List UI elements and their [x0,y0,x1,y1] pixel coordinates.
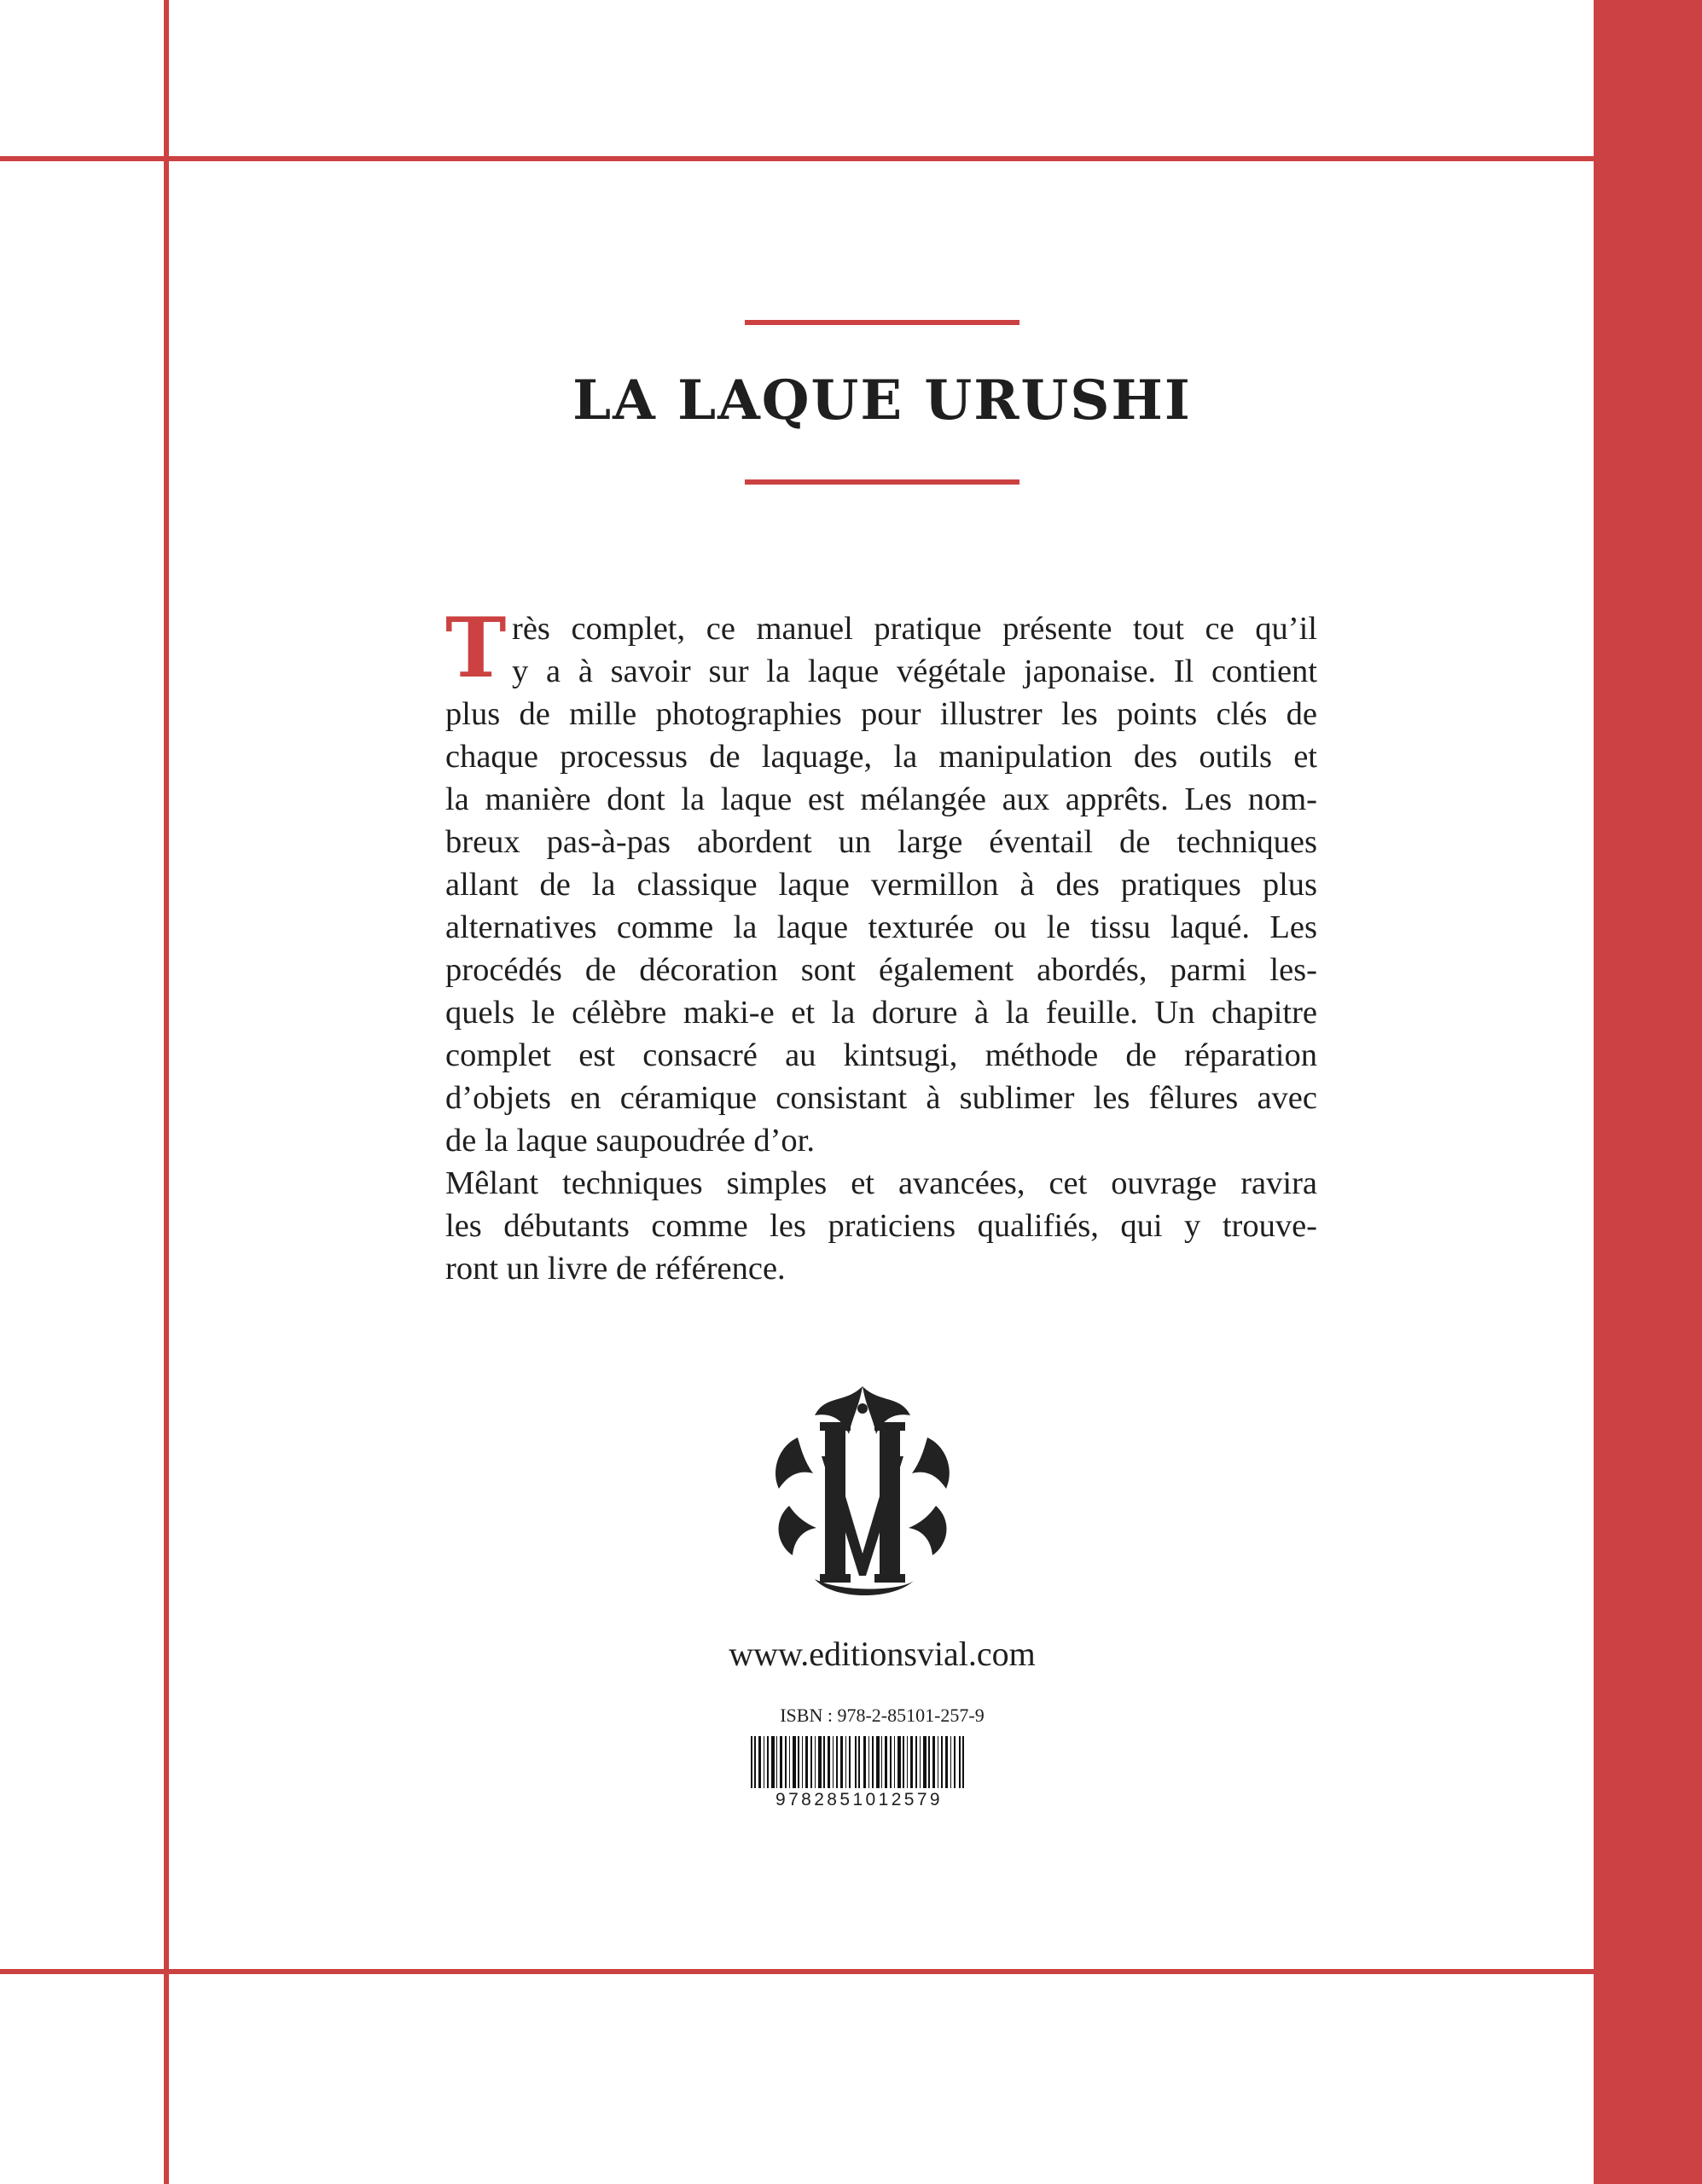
description-line: breux pas-à-pas abordent un large éventail de techniques [445,824,1317,860]
description-line: les débutants comme les praticiens qualifiés, qui y trouve- [445,1208,1317,1244]
description-line: quels le célèbre maki-e et la dorure à la feuille. Un chapitre [445,995,1317,1031]
description-line: ront un livre de référence. [445,1251,786,1287]
barcode-digits: 9782851012579 [744,1788,974,1812]
description-line: rès complet, ce manuel pratique présente tout ce qu’il [512,611,1317,647]
description-line: plus de mille photographies pour illustrer les points clés de [445,696,1317,732]
description-line: chaque processus de laquage, la manipulation des outils et [445,739,1317,775]
vertical-border-rule [164,0,169,2184]
description-line: la manière dont la laque est mélangée aux apprêts. Les nom- [445,781,1317,817]
description-line: Mêlant techniques simples et avancées, cet ouvrage ravira [445,1165,1317,1201]
vial-monogram-emblem-icon [764,1378,961,1601]
description-line: d’objets en céramique consistant à sublimer les fêlures avec [445,1080,1317,1116]
description-line: procédés de décoration sont également abordés, parmi les- [445,952,1317,988]
bottom-border-rule [0,1969,1594,1974]
description-line: de la laque saupoudrée d’or. [445,1123,815,1159]
book-title: LA LAQUE URUSHI [572,369,1192,433]
description-line: allant de la classique laque vermillon à des pratiques plus [445,867,1317,903]
publisher-website: www.editionsvial.com [729,1635,1036,1673]
top-border-rule [0,156,1594,161]
spine-band [1594,0,1702,2184]
description-line: alternatives comme la laque texturée ou le tissu laqué. Les [445,909,1317,945]
description-line: complet est consacré au kintsugi, méthode de réparation [445,1037,1317,1073]
description-line: y a à savoir sur la laque végétale japonaise. Il contient [512,653,1317,689]
drop-cap: T [445,600,507,696]
title-rule-top [745,320,1019,325]
isbn-label: ISBN : 978-2-85101-257-9 [780,1705,985,1726]
title-rule-bottom [745,479,1019,485]
description-text [445,600,1317,1290]
